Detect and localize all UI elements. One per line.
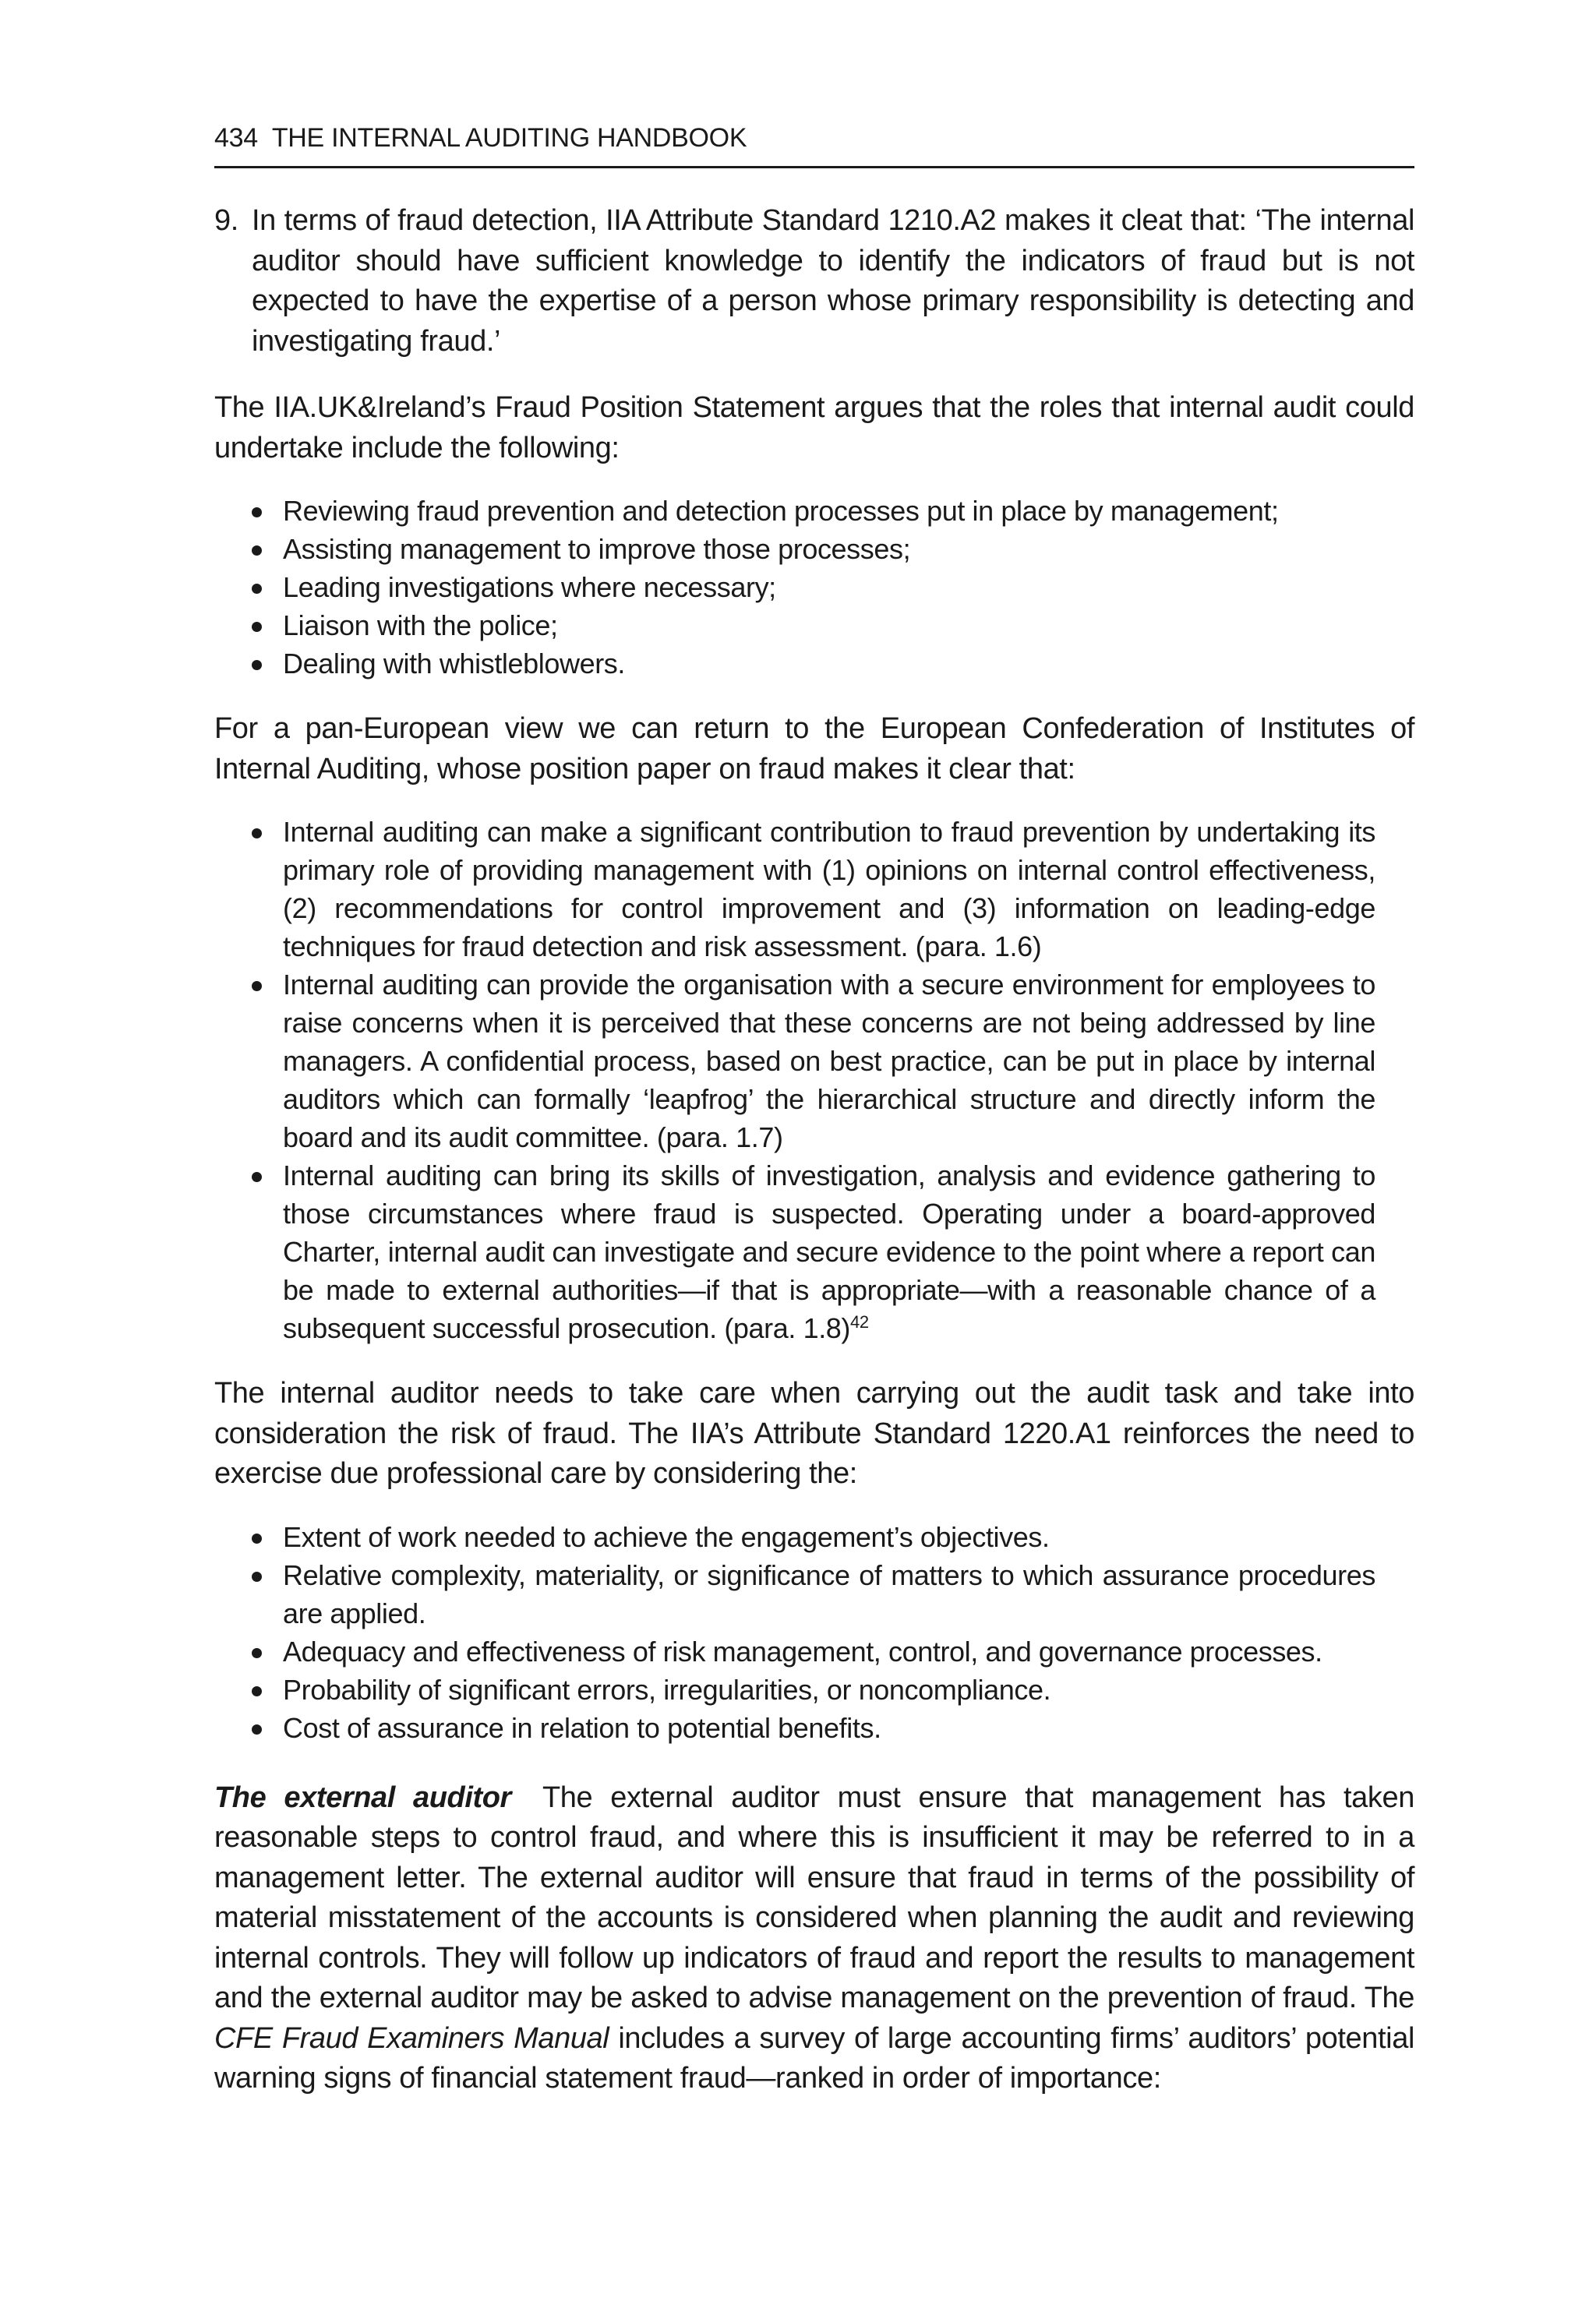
list-item: Assisting management to improve those processes;: [283, 530, 1375, 568]
list-item-text: Internal auditing can bring its skills of investigation, analysis and evidence gathering to those circumstances where fraud is suspected. Operating under a board-approved Charter, internal audit can investigate and secure evidence to the point where a report can be made to external authorities—if that is appropriate—with a reasonable chance of a subsequent successful prosecution. (para. 1.8): [283, 1160, 1375, 1344]
list-item: Cost of assurance in relation to potential benefits.: [283, 1709, 1375, 1747]
list-item: Dealing with whistleblowers.: [283, 644, 1375, 683]
running-title: THE INTERNAL AUDITING HANDBOOK: [271, 123, 747, 153]
numbered-item-9: [214, 201, 1414, 362]
manual-title: CFE Fraud Examiners Manual: [214, 2021, 609, 2055]
list-item: Relative complexity, materiality, or significance of matters to which assurance procedures are applied.: [283, 1556, 1375, 1632]
footnote-reference: 42: [850, 1312, 869, 1332]
due-care-list: [214, 1518, 1414, 1747]
list-item: Internal auditing can make a significant contribution to fraud prevention by undertaking its primary role of providing management with (1) opinions on internal control effectiveness, (2) recommendations for control improvement and (3) information on leading-edge techniques for fraud detection and risk assessment. (para. 1.6): [283, 813, 1375, 965]
list-item: Probability of significant errors, irregularities, or noncompliance.: [283, 1671, 1375, 1709]
paragraph-external-auditor: [214, 1778, 1414, 2099]
list-item: Internal auditing can provide the organisation with a secure environment for employees to raise concerns when it is perceived that these concerns are not being addressed by line managers. A confidential process, based on best practice, can be put in place by internal auditors which can formally ‘leapfrog’ the hierarchical structure and directly inform the board and its audit committee. (para. 1.7): [283, 965, 1375, 1156]
european-list: [214, 813, 1414, 1347]
running-header: [214, 121, 1414, 155]
header-rule: [214, 166, 1414, 168]
paragraph-iia-uk: The IIA.UK&Ireland’s Fraud Position Statement argues that the roles that internal audit could undertake include the following:: [214, 391, 1414, 464]
list-item: Reviewing fraud prevention and detection processes put in place by management;: [283, 492, 1375, 530]
section-heading: The external auditor: [214, 1781, 511, 1814]
body-text: [214, 201, 1414, 2099]
roles-list: [214, 492, 1414, 683]
paragraph-text: The external auditor must ensure that management has taken reasonable steps to control fraud, and where this is insufficient it may be referred to in a management letter. The external auditor will ensure that fraud in terms of the possibility of material misstatement of the accounts is considered when planning the audit and reviewing internal controls. They will follow up indicators of fraud and report the results to management and the external auditor may be asked to advise management on the prevention of fraud. The: [214, 1781, 1414, 2014]
list-item: Adequacy and effectiveness of risk management, control, and governance processes.: [283, 1632, 1375, 1671]
list-item: Leading investigations where necessary;: [283, 568, 1375, 606]
item-text: In terms of fraud detection, IIA Attribute Standard 1210.A2 makes it cleat that: ‘The internal auditor should have sufficient knowledge to identify the indicators of fraud but is not expected to have the expertise of a person whose primary responsibility is detecting and investigating fraud.’: [252, 204, 1414, 358]
paragraph-european: For a pan-European view we can return to the European Confederation of Institutes of Internal Auditing, whose position paper on fraud makes it clear that:: [214, 712, 1414, 785]
paragraph-text: includes a survey of large accounting firms’ auditors’ potential warning signs of financial statement fraud—ranked in order of importance:: [214, 2021, 1415, 2095]
page-number: 434: [214, 123, 258, 153]
list-item: [283, 1156, 1375, 1347]
list-item: Extent of work needed to achieve the engagement’s objectives.: [283, 1518, 1375, 1556]
paragraph-due-care: The internal auditor needs to take care when carrying out the audit task and take into consideration the risk of fraud. The IIA’s Attribute Standard 1220.A1 reinforces the need to exercise due professional care by considering the:: [214, 1377, 1414, 1490]
list-item: Liaison with the police;: [283, 606, 1375, 644]
item-number: 9.: [214, 204, 238, 237]
